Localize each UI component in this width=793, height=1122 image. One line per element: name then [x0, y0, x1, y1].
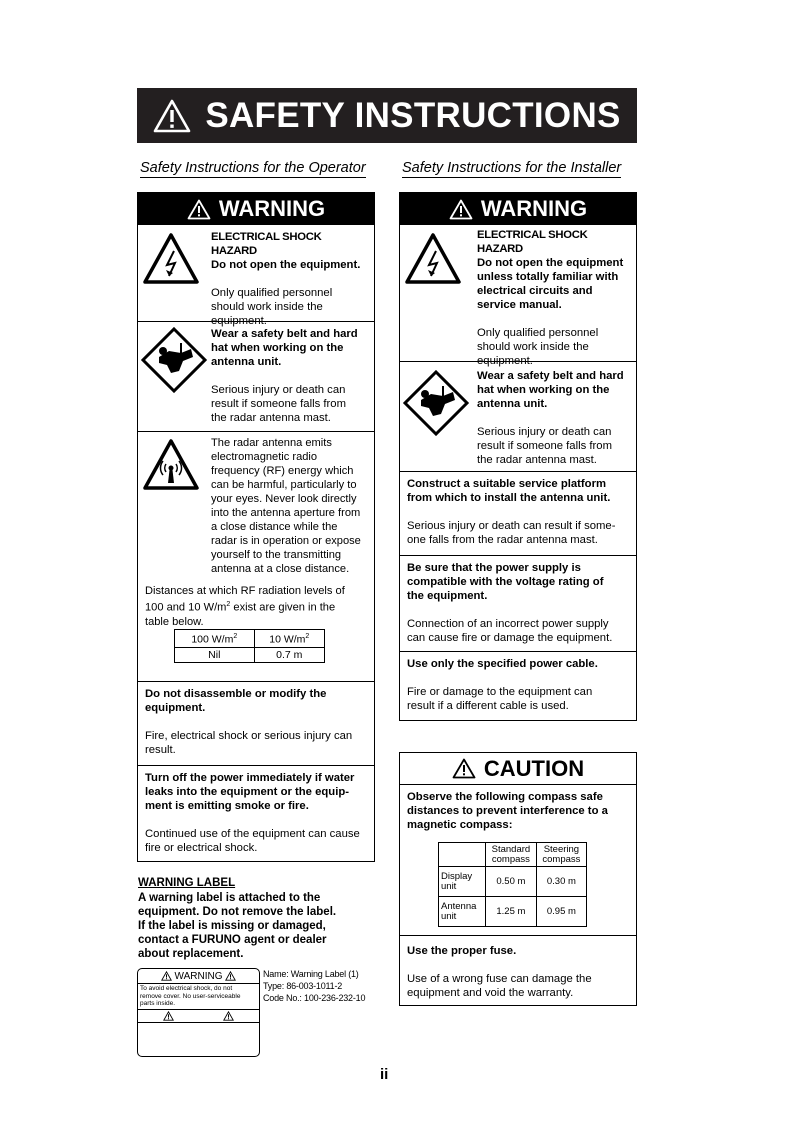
- caution-box: [399, 752, 637, 1006]
- compass-distance-section: Observe the following compass safe distances to prevent interference to a magnetic compass: Standard compass Steering compass Display unit 0.50 m 0.30 m Antenna unit 1.25 m 0.95 m: [400, 785, 636, 935]
- warning-header: [400, 193, 636, 225]
- warning-triangle-icon: [223, 1011, 234, 1021]
- disassemble-section: Do not disassemble or modify the equipment. Fire, electrical shock or serious injury can result.: [138, 681, 374, 765]
- operator-warning-box: [137, 192, 375, 862]
- caution-header: [400, 753, 636, 785]
- power-off-section: Turn off the power immediately if water leaks into the equipment or the equip- ment is emitting smoke or fire. Continued use of the equipment can cause fire or electrical shock.: [138, 765, 374, 861]
- caution-header-text: CAUTION: [483, 755, 585, 781]
- fall-hazard-icon: [141, 327, 207, 393]
- warning-triangle-icon: [161, 971, 172, 981]
- operator-heading: Safety Instructions for the Operator: [140, 160, 366, 176]
- electrical-shock-icon: [404, 232, 462, 286]
- warning-label-image: WARNING To avoid electrical shock, do not remove cover. No user-serviceable parts inside.: [137, 968, 260, 1057]
- warning-triangle-icon: [163, 1011, 174, 1021]
- rf-distance-table: 100 $W/m^2$ 10 $W/m^2$ Nil 0.7 m: [174, 629, 325, 663]
- hazard-title: ELECTRICAL SHOCK HAZARD: [477, 229, 588, 255]
- page-banner: [137, 88, 637, 143]
- fall-hazard-icon: [403, 370, 469, 436]
- service-platform-section: Construct a suitable service platform from which to install the antenna unit. Serious injury or death can result if some- one falls from the radar antenna mast.: [400, 471, 636, 555]
- warning-label-info: Name: Warning Label (1) Type: 86-003-1011-2 Code No.: 100-236-232-10: [263, 969, 366, 1003]
- warning-label-text: A warning label is attached to the equipment. Do not remove the label. If the label is missing or damaged, contact a FURUNO agent or dealer about replacement.: [138, 892, 337, 960]
- hazard-title: ELECTRICAL SHOCK HAZARD: [211, 231, 322, 257]
- safety-belt-section: Wear a safety belt and hard hat when working on the antenna unit. Serious injury or death can result if someone falls from the radar antenna mast.: [138, 321, 374, 431]
- warning-header: [138, 193, 374, 225]
- warning-header-text: WARNING: [218, 196, 326, 221]
- electrical-shock-section: ELECTRICAL SHOCK HAZARD Do not open the equipment unless totally familiar with electrical circuits and service manual. Only qualified personnel should work inside the equipment.: [400, 225, 636, 361]
- warning-label-title: WARNING LABEL: [138, 877, 236, 889]
- power-supply-section: Be sure that the power supply is compatible with the voltage rating of the equipment. Connection of an incorrect power supply can cause fire or damage the equipment.: [400, 555, 636, 651]
- warning-triangle-icon: [449, 199, 473, 220]
- power-cable-section: Use only the specified power cable. Fire or damage to the equipment can result if a different cable is used.: [400, 651, 636, 720]
- rf-radiation-section: The radar antenna emits electromagnetic radio frequency (RF) energy which can be harmful, particularly to your eyes. Never look directly into the antenna aperture from a close distance while the radar is in operation or expose yourself to the transmitting antenna at a close distance. Distances at which RF radiation levels of 100 and 10 $W/m^2$ exist are given in the table below. 100 $W/m^2$ 10 $W/m^2$ Nil 0.7 m: [138, 431, 374, 681]
- warning-header-text: WARNING: [480, 196, 588, 221]
- safety-belt-section: Wear a safety belt and hard hat when working on the antenna unit. Serious injury or death can result if someone falls from the radar antenna mast.: [400, 361, 636, 471]
- rf-radiation-icon: [142, 438, 200, 492]
- fuse-section: Use the proper fuse. Use of a wrong fuse can damage the equipment and void the warranty.: [400, 935, 636, 1005]
- electrical-shock-icon: [142, 232, 200, 286]
- installer-heading: Safety Instructions for the Installer: [402, 160, 622, 176]
- warning-triangle-icon: [153, 99, 191, 133]
- installer-warning-box: [399, 192, 637, 721]
- compass-distance-table: Standard compass Steering compass Display unit 0.50 m 0.30 m Antenna unit 1.25 m 0.95 m: [438, 842, 587, 927]
- caution-triangle-icon: [452, 758, 476, 779]
- warning-triangle-icon: [187, 199, 211, 220]
- electrical-shock-section: ELECTRICAL SHOCK HAZARD Do not open the equipment. Only qualified personnel should work inside the equipment.: [138, 225, 374, 321]
- page-title: SAFETY INSTRUCTIONS: [205, 95, 621, 135]
- page-number: ii: [380, 1066, 389, 1083]
- warning-triangle-icon: [225, 971, 236, 981]
